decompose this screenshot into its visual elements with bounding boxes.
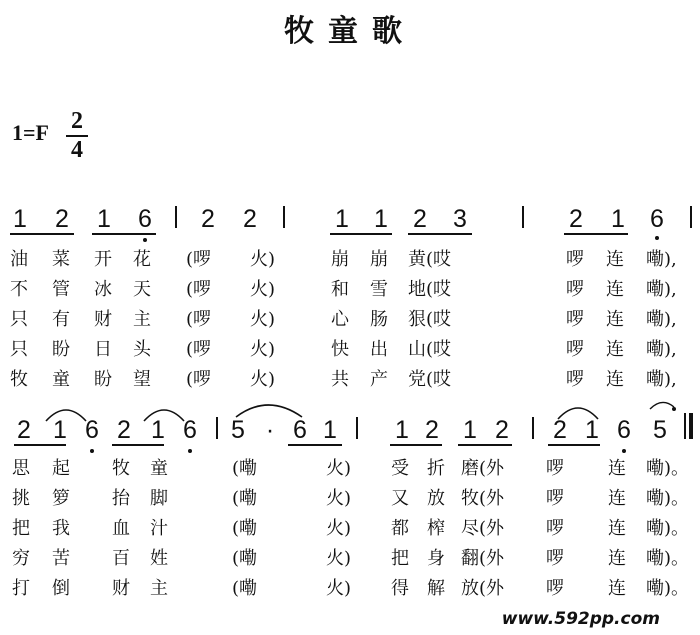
lyric-syllable: 啰: [546, 518, 564, 539]
bar-line: [283, 206, 285, 228]
lyric-syllable: 打: [12, 578, 30, 599]
beam: [548, 444, 600, 446]
lyric-syllable: 崩: [331, 249, 349, 270]
lyric-syllable: 产: [370, 369, 388, 390]
lyric-syllable: 抬: [112, 488, 130, 509]
lyric-syllable: 火): [250, 339, 276, 360]
slur: [558, 408, 598, 419]
lyric-syllable: 管: [52, 279, 70, 300]
lyric-syllable: 受: [391, 458, 409, 479]
note: 2: [243, 205, 257, 233]
lyric-syllable: 连: [606, 309, 624, 330]
lyric-syllable: 啰: [566, 369, 584, 390]
lyric-syllable: 嘞),: [646, 369, 677, 390]
lyric-syllable: 磨(外: [461, 458, 505, 479]
lyric-syllable: 姓: [150, 548, 168, 569]
low-octave-dot: [655, 236, 659, 240]
note: 1: [13, 205, 27, 233]
beam: [10, 233, 74, 235]
note: 6: [138, 205, 152, 233]
lyric-syllable: 倒: [52, 578, 70, 599]
lyric-syllable: 尽(外: [461, 518, 505, 539]
lyric-syllable: 把: [391, 548, 409, 569]
lyric-syllable: 心: [331, 309, 349, 330]
slur: [236, 405, 302, 417]
note: 6: [617, 416, 631, 444]
lyric-syllable: 汁: [150, 518, 168, 539]
lyric-syllable: 起: [52, 458, 70, 479]
lyric-syllable: 得: [391, 578, 409, 599]
lyric-syllable: 穷: [12, 548, 30, 569]
key-signature: 1=F: [12, 120, 49, 145]
lyric-syllable: 把: [12, 518, 30, 539]
lyric-syllable: 盼: [94, 369, 112, 390]
low-octave-dot: [90, 449, 94, 453]
note: 2: [201, 205, 215, 233]
note: 2: [17, 416, 31, 444]
lyric-syllable: 主: [133, 309, 151, 330]
note: 2: [569, 205, 583, 233]
lyric-syllable: 嘞),: [646, 339, 677, 360]
note: 1: [323, 416, 337, 444]
lyric-syllable: 火): [250, 279, 276, 300]
lyric-syllable: 油: [10, 249, 28, 270]
lyric-syllable: 啰: [546, 578, 564, 599]
lyric-syllable: 榨: [427, 518, 445, 539]
note: 1: [585, 416, 599, 444]
beam: [14, 444, 66, 446]
lyric-syllable: 雪: [370, 279, 388, 300]
lyric-syllable: 连: [608, 518, 626, 539]
lyric-syllable: 地(哎: [408, 279, 452, 300]
lyric-syllable: 百: [112, 548, 130, 569]
lyric-syllable: (啰: [186, 309, 212, 330]
lyric-syllable: 童: [52, 369, 70, 390]
lyric-syllable: 连: [608, 488, 626, 509]
lyric-syllable: 连: [606, 369, 624, 390]
beam: [92, 233, 156, 235]
lyric-syllable: 嘞)。: [646, 488, 690, 509]
lyric-syllable: 挑: [12, 488, 30, 509]
note: 2: [425, 416, 439, 444]
lyric-syllable: 牧: [10, 369, 28, 390]
lyric-syllable: 嘞)。: [646, 548, 690, 569]
beam: [288, 444, 342, 446]
note: 2: [495, 416, 509, 444]
watermark: www.592pp.com: [501, 609, 660, 629]
bar-line: [690, 206, 692, 228]
lyric-syllable: 思: [12, 458, 30, 479]
lyric-syllable: 主: [150, 578, 168, 599]
bar-line: [522, 206, 524, 228]
lyric-syllable: (嘞: [232, 458, 258, 479]
lyric-syllable: 啰: [546, 458, 564, 479]
note: 1: [335, 205, 349, 233]
lyric-syllable: 嘞),: [646, 309, 677, 330]
lyric-syllable: 黄(哎: [408, 249, 452, 270]
note: 6: [650, 205, 664, 233]
lyric-syllable: 嘞),: [646, 279, 677, 300]
lyric-syllable: 身: [427, 548, 445, 569]
lyric-syllable: 火): [326, 548, 352, 569]
lyric-syllable: 火): [326, 578, 352, 599]
song-title: 牧童歌: [284, 14, 416, 49]
lyric-syllable: 火): [250, 249, 276, 270]
lyric-syllable: 崩: [370, 249, 388, 270]
note: 2: [117, 416, 131, 444]
lyric-syllable: 童: [150, 458, 168, 479]
lyric-syllable: 嘞)。: [646, 578, 690, 599]
lyric-syllable: 苦: [52, 548, 70, 569]
beam: [458, 444, 512, 446]
lyric-syllable: (嘞: [232, 548, 258, 569]
lyric-syllable: 和: [331, 279, 349, 300]
note: 2: [413, 205, 427, 233]
lyric-syllable: 折: [427, 458, 445, 479]
slur: [46, 410, 86, 421]
lyric-syllable: 连: [606, 339, 624, 360]
lyric-syllable: 连: [606, 279, 624, 300]
lyric-syllable: 开: [94, 249, 112, 270]
note: 1: [611, 205, 625, 233]
lyric-syllable: 又: [391, 488, 409, 509]
lyric-syllable: 不: [10, 279, 28, 300]
note: 6: [85, 416, 99, 444]
lyric-syllable: 箩: [52, 488, 70, 509]
note: 2: [55, 205, 69, 233]
slur: [144, 410, 184, 421]
lyric-syllable: 啰: [566, 339, 584, 360]
lyric-syllable: 山(哎: [408, 339, 452, 360]
low-octave-dot: [622, 449, 626, 453]
lyric-syllable: 啰: [546, 548, 564, 569]
note: 5: [653, 416, 667, 444]
lyric-syllable: 狠(哎: [408, 309, 452, 330]
slur-marks: [0, 395, 700, 425]
beam: [112, 444, 164, 446]
note: 5: [231, 416, 245, 444]
lyric-syllable: 天: [133, 279, 151, 300]
lyric-syllable: 放: [427, 488, 445, 509]
lyric-syllable: 火): [250, 369, 276, 390]
beam: [564, 233, 628, 235]
lyric-syllable: 财: [94, 309, 112, 330]
beam: [330, 233, 392, 235]
time-signature-bottom: 4: [71, 137, 83, 163]
lyric-syllable: 解: [427, 578, 445, 599]
note: 6: [183, 416, 197, 444]
lyric-syllable: 只: [10, 339, 28, 360]
lyric-syllable: 出: [370, 339, 388, 360]
lyric-syllable: 嘞),: [646, 249, 677, 270]
lyric-syllable: 翻(外: [461, 548, 505, 569]
lyric-syllable: 火): [326, 518, 352, 539]
low-octave-dot: [188, 449, 192, 453]
lyric-syllable: 连: [608, 458, 626, 479]
lyric-syllable: (啰: [186, 369, 212, 390]
lyric-syllable: 啰: [566, 309, 584, 330]
lyric-syllable: 共: [331, 369, 349, 390]
lyric-syllable: 啰: [566, 279, 584, 300]
beam: [390, 444, 442, 446]
lyric-syllable: 肠: [370, 309, 388, 330]
lyric-syllable: (嘞: [232, 578, 258, 599]
lyric-syllable: 只: [10, 309, 28, 330]
fermata-dot: [672, 407, 676, 411]
note: 1: [463, 416, 477, 444]
lyric-syllable: 火): [326, 488, 352, 509]
note: 1: [97, 205, 111, 233]
lyric-syllable: 日: [94, 339, 112, 360]
note: 1: [395, 416, 409, 444]
note: 3: [453, 205, 467, 233]
note: 1: [374, 205, 388, 233]
lyric-syllable: 菜: [52, 249, 70, 270]
lyric-syllable: 冰: [94, 279, 112, 300]
lyric-syllable: (啰: [186, 249, 212, 270]
fermata-icon: [650, 402, 674, 409]
lyric-syllable: 连: [608, 578, 626, 599]
lyric-syllable: 都: [391, 518, 409, 539]
note: 1: [151, 416, 165, 444]
lyric-syllable: 党(哎: [408, 369, 452, 390]
lyric-syllable: 放(外: [461, 578, 505, 599]
lyric-syllable: 连: [606, 249, 624, 270]
lyric-syllable: (啰: [186, 279, 212, 300]
lyric-syllable: (嘞: [232, 488, 258, 509]
lyric-syllable: 啰: [546, 488, 564, 509]
lyric-syllable: 嘞)。: [646, 458, 690, 479]
lyric-syllable: 啰: [566, 249, 584, 270]
lyric-syllable: 花: [133, 249, 151, 270]
lyric-syllable: 嘞)。: [646, 518, 690, 539]
dot-duration: ·: [265, 416, 275, 444]
lyric-syllable: 连: [608, 548, 626, 569]
lyric-syllable: 火): [250, 309, 276, 330]
lyric-syllable: 脚: [150, 488, 168, 509]
lyric-syllable: 火): [326, 458, 352, 479]
lyric-syllable: 快: [331, 339, 349, 360]
lyric-syllable: 血: [112, 518, 130, 539]
lyric-syllable: 牧: [112, 458, 130, 479]
lyric-syllable: 牧(外: [461, 488, 505, 509]
note: 6: [293, 416, 307, 444]
lyric-syllable: 我: [52, 518, 70, 539]
lyric-syllable: 有: [52, 309, 70, 330]
lyric-syllable: (嘞: [232, 518, 258, 539]
lyric-syllable: 盼: [52, 339, 70, 360]
time-signature-top: 2: [71, 108, 83, 134]
beam: [408, 233, 472, 235]
bar-line: [175, 206, 177, 228]
note: 2: [553, 416, 567, 444]
note: 1: [53, 416, 67, 444]
lyric-syllable: 财: [112, 578, 130, 599]
low-octave-dot: [143, 238, 147, 242]
lyric-syllable: (啰: [186, 339, 212, 360]
lyric-syllable: 头: [133, 339, 151, 360]
lyric-syllable: 望: [133, 369, 151, 390]
